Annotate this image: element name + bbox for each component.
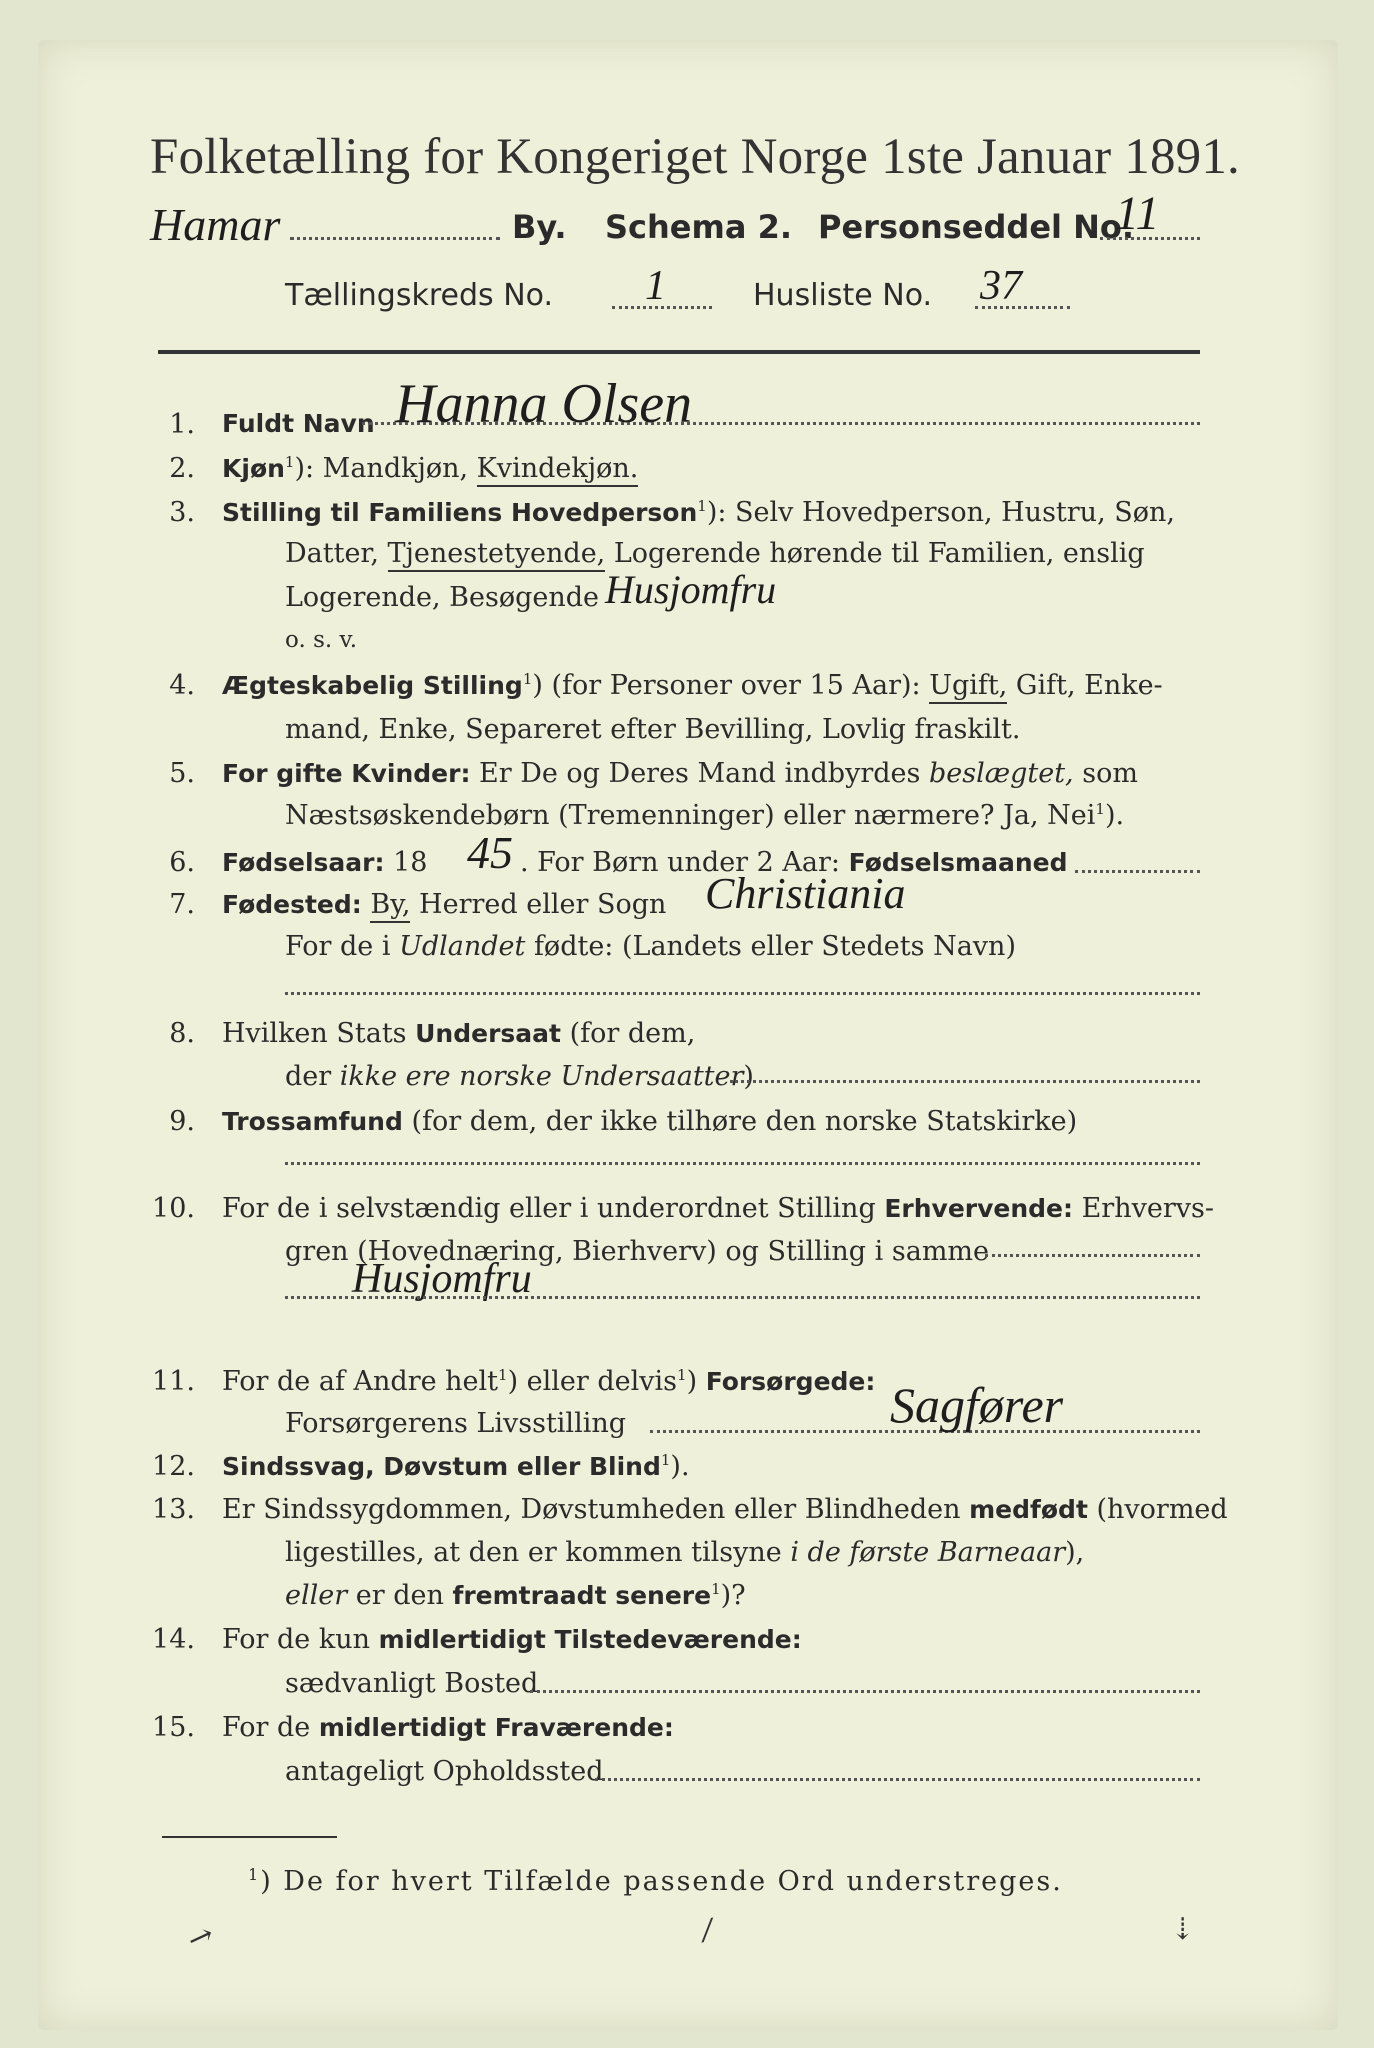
header-rule — [158, 350, 1200, 354]
scan-mark: ↗ — [182, 1916, 219, 1959]
city-dotted-line — [290, 237, 500, 240]
full-name-dotted-line — [362, 422, 1200, 425]
disability-text: ). — [670, 1451, 690, 1482]
personseddel-label: Personseddel No. — [818, 208, 1135, 246]
footnote-rule — [162, 1836, 337, 1838]
gender-selected: Kvindekjøn. — [477, 453, 639, 487]
congenital-italic: eller — [285, 1580, 348, 1611]
marital-status-selected: Ugift, — [929, 670, 1007, 704]
birthplace-text: Herred eller Sogn — [410, 889, 667, 920]
usual-residence-dotted-line — [530, 1690, 1200, 1693]
item-number: 7. — [169, 889, 195, 920]
footnote-sup: 1 — [248, 1865, 261, 1884]
expected-residence-dotted-line — [595, 1778, 1200, 1781]
by-label: By. — [512, 208, 567, 246]
congenital-label: medfødt — [969, 1495, 1088, 1524]
family-position-value: Husjomfru — [605, 567, 777, 612]
birth-year-label: Fødselsaar: — [222, 848, 385, 877]
occupation-label: Erhvervende: — [884, 1194, 1074, 1223]
citizenship-label: Undersaat — [415, 1019, 561, 1048]
item-number: 14. — [152, 1624, 195, 1655]
married-women-label: For gifte Kvinder: — [222, 759, 471, 788]
full-name-value: Hanna Olsen — [395, 373, 693, 435]
congenital-italic: i de første Barneaar — [790, 1537, 1066, 1568]
married-women-italic: beslægtet, — [928, 758, 1074, 789]
citizenship-text: ) — [743, 1061, 754, 1092]
kreds-number: 1 — [645, 263, 666, 309]
personseddel-dotted-line — [1100, 237, 1200, 240]
family-position-line-2 — [285, 538, 1145, 569]
gender-label: Kjøn — [222, 454, 285, 483]
footnote-ref: 1 — [660, 1451, 671, 1469]
citizenship-text: (for dem, — [560, 1018, 696, 1049]
religion-text: (for dem, der ikke tilhøre den norske Statskirke) — [402, 1106, 1078, 1137]
supporter-occupation-value: Sagfører — [890, 1377, 1064, 1433]
congenital-line-2 — [285, 1537, 1084, 1568]
citizenship-line-2 — [285, 1061, 754, 1092]
footnote-ref: 1 — [677, 1366, 687, 1384]
footnote-ref: 1 — [522, 670, 533, 688]
gender-options: ): Mandkjøn, — [294, 453, 477, 484]
temporary-absent-line — [222, 1712, 674, 1743]
item-number: 4. — [169, 670, 195, 701]
birthplace-label: Fødested: — [222, 890, 362, 919]
marital-status-line-2: mand, Enke, Separeret efter Bevilling, Lovlig fraskilt. — [285, 714, 1021, 745]
marital-status-text: Gift, Enke- — [1007, 670, 1163, 701]
married-women-text: ). — [1104, 800, 1125, 831]
personseddel-number: 11 — [1115, 187, 1160, 240]
marital-status-line-1 — [222, 670, 1163, 701]
husliste-dotted-line — [975, 306, 1070, 309]
footnote-text: ) De for hvert Tilfælde passende Ord understreges. — [260, 1866, 1063, 1897]
citizenship-italic: ikke ere norske Undersaatter — [339, 1061, 744, 1092]
birthplace-italic: Udlandet — [399, 931, 526, 962]
family-position-label: Stilling til Familiens Hovedperson — [222, 498, 698, 527]
footnote-ref: 1 — [711, 1580, 721, 1598]
disability-line — [222, 1451, 690, 1482]
marital-status-label: Ægteskabelig Stilling — [222, 671, 523, 700]
married-women-text: som — [1073, 758, 1138, 789]
birth-month-label: Fødselsmaaned — [848, 848, 1068, 877]
married-women-line-2 — [285, 800, 1124, 831]
family-position-line-1 — [222, 497, 1175, 528]
birth-month-text: . For Børn under 2 Aar: — [520, 847, 849, 878]
citizenship-dotted-line — [730, 1080, 1200, 1083]
birth-year-value: 45 — [467, 827, 513, 878]
congenital-line-1 — [222, 1494, 1228, 1525]
supported-text: ) — [686, 1366, 706, 1397]
scan-mark: ⁄ — [701, 1913, 714, 1950]
family-position-selected: Tjenestetyende, — [388, 538, 606, 572]
scan-mark: ⇣ — [1170, 1912, 1196, 1947]
footnote — [248, 1865, 1063, 1897]
congenital-text: Er Sindssygdommen, Døvstumheden eller Blindheden — [222, 1494, 970, 1525]
marital-status-text: ) (for Personer over 15 Aar): — [532, 670, 930, 701]
birthplace-line-2 — [285, 931, 1016, 962]
supported-label: Forsørgede: — [705, 1367, 876, 1396]
birthplace-dotted-line — [285, 992, 1200, 995]
birthplace-line-1 — [222, 889, 666, 920]
gender-line — [222, 453, 638, 484]
congenital-text: )? — [720, 1580, 746, 1611]
kreds-dotted-line — [612, 306, 712, 309]
usual-residence-label: sædvanligt Bosted — [285, 1668, 539, 1699]
family-position-line-3: Logerende, Besøgende — [285, 582, 599, 613]
supported-text: For de af Andre helt — [222, 1366, 499, 1397]
item-number: 12. — [152, 1451, 195, 1482]
supported-text: ) eller delvis — [507, 1366, 678, 1397]
birth-year-line — [222, 847, 427, 878]
married-women-line-1 — [222, 758, 1138, 789]
temporary-absent-label: midlertidigt Fraværende: — [318, 1713, 674, 1742]
birthplace-selected: By, — [370, 889, 410, 923]
item-number: 6. — [169, 847, 195, 878]
birthplace-text: For de i — [285, 931, 400, 962]
full-name-label: Fuldt Navn — [222, 409, 375, 438]
congenital-text: ), — [1065, 1537, 1085, 1568]
married-women-text: Næstsøskendebørn (Tremenninger) eller nærmere? Ja, Nei — [285, 800, 1096, 831]
religion-line — [222, 1106, 1077, 1137]
footnote-ref: 1 — [284, 453, 295, 471]
occupation-dotted-line — [285, 1296, 1200, 1299]
footnote-ref: 1 — [697, 497, 707, 515]
item-number: 11. — [152, 1366, 195, 1397]
disability-label: Sindssvag, Døvstum eller Blind — [222, 1452, 661, 1481]
item-number: 15. — [152, 1712, 195, 1743]
item-number: 9. — [169, 1106, 195, 1137]
temporary-present-line — [222, 1624, 802, 1655]
occupation-dotted-line — [985, 1254, 1200, 1257]
footnote-ref: 1 — [1095, 800, 1105, 818]
temporary-present-text: For de kun — [222, 1624, 379, 1655]
occupation-line-2: gren (Hovednæring, Bierhverv) og Stilling i samme — [285, 1236, 990, 1267]
religion-label: Trossamfund — [222, 1107, 403, 1136]
congenital-text: ligestilles, at den er kommen tilsyne — [285, 1537, 791, 1568]
item-number: 2. — [169, 453, 195, 484]
item-number: 13. — [152, 1494, 195, 1525]
birth-year-prefix: 18 — [384, 847, 428, 878]
citizenship-text: Hvilken Stats — [222, 1018, 416, 1049]
item-number: 3. — [169, 497, 195, 528]
item-number: 5. — [169, 758, 195, 789]
family-position-line-4: o. s. v. — [285, 627, 358, 653]
item-number: 10. — [152, 1193, 195, 1224]
family-position-text: Datter, — [285, 538, 388, 569]
husliste-number: 37 — [980, 263, 1022, 309]
birthplace-value: Christiania — [705, 869, 906, 918]
footnote-ref: 1 — [498, 1366, 508, 1384]
citizenship-line-1 — [222, 1018, 695, 1049]
congenital-line-3 — [285, 1580, 746, 1611]
religion-dotted-line — [285, 1162, 1200, 1165]
item-number: 8. — [169, 1018, 195, 1049]
form-title: Folketælling for Kongeriget Norge 1ste Januar 1891. — [150, 129, 1240, 185]
husliste-label: Husliste No. — [753, 278, 933, 313]
expected-residence-label: antageligt Opholdssted — [285, 1756, 604, 1787]
married-women-text: Er De og Deres Mand indbyrdes — [470, 758, 929, 789]
kreds-label: Tællingskreds No. — [285, 278, 553, 313]
occupation-value: Husjomfru — [352, 1256, 532, 1302]
city-handwritten: Hamar — [150, 199, 281, 250]
citizenship-text: der — [285, 1061, 340, 1092]
schema-label: Schema 2. — [605, 208, 792, 246]
family-position-text: Logerende hørende til Familien, enslig — [605, 538, 1145, 569]
congenital-label: fremtraadt senere — [452, 1581, 712, 1610]
birth-month-dotted-line — [1075, 870, 1200, 873]
temporary-absent-text: For de — [222, 1712, 319, 1743]
temporary-present-label: midlertidigt Tilstedeværende: — [378, 1625, 802, 1654]
congenital-text: er den — [347, 1580, 453, 1611]
birthplace-text: fødte: (Landets eller Stedets Navn) — [525, 931, 1016, 962]
occupation-line-1 — [222, 1193, 1214, 1224]
supported-line-1 — [222, 1366, 875, 1397]
congenital-text: (hvormed — [1087, 1494, 1228, 1525]
supporter-occupation-label: Forsørgerens Livsstilling — [285, 1408, 627, 1439]
family-position-text: ): Selv Hovedperson, Hustru, Søn, — [706, 497, 1175, 528]
occupation-text: For de i selvstændig eller i underordnet Stilling — [222, 1193, 885, 1224]
item-number: 1. — [169, 409, 195, 440]
occupation-text: Erhvervs- — [1073, 1193, 1214, 1224]
